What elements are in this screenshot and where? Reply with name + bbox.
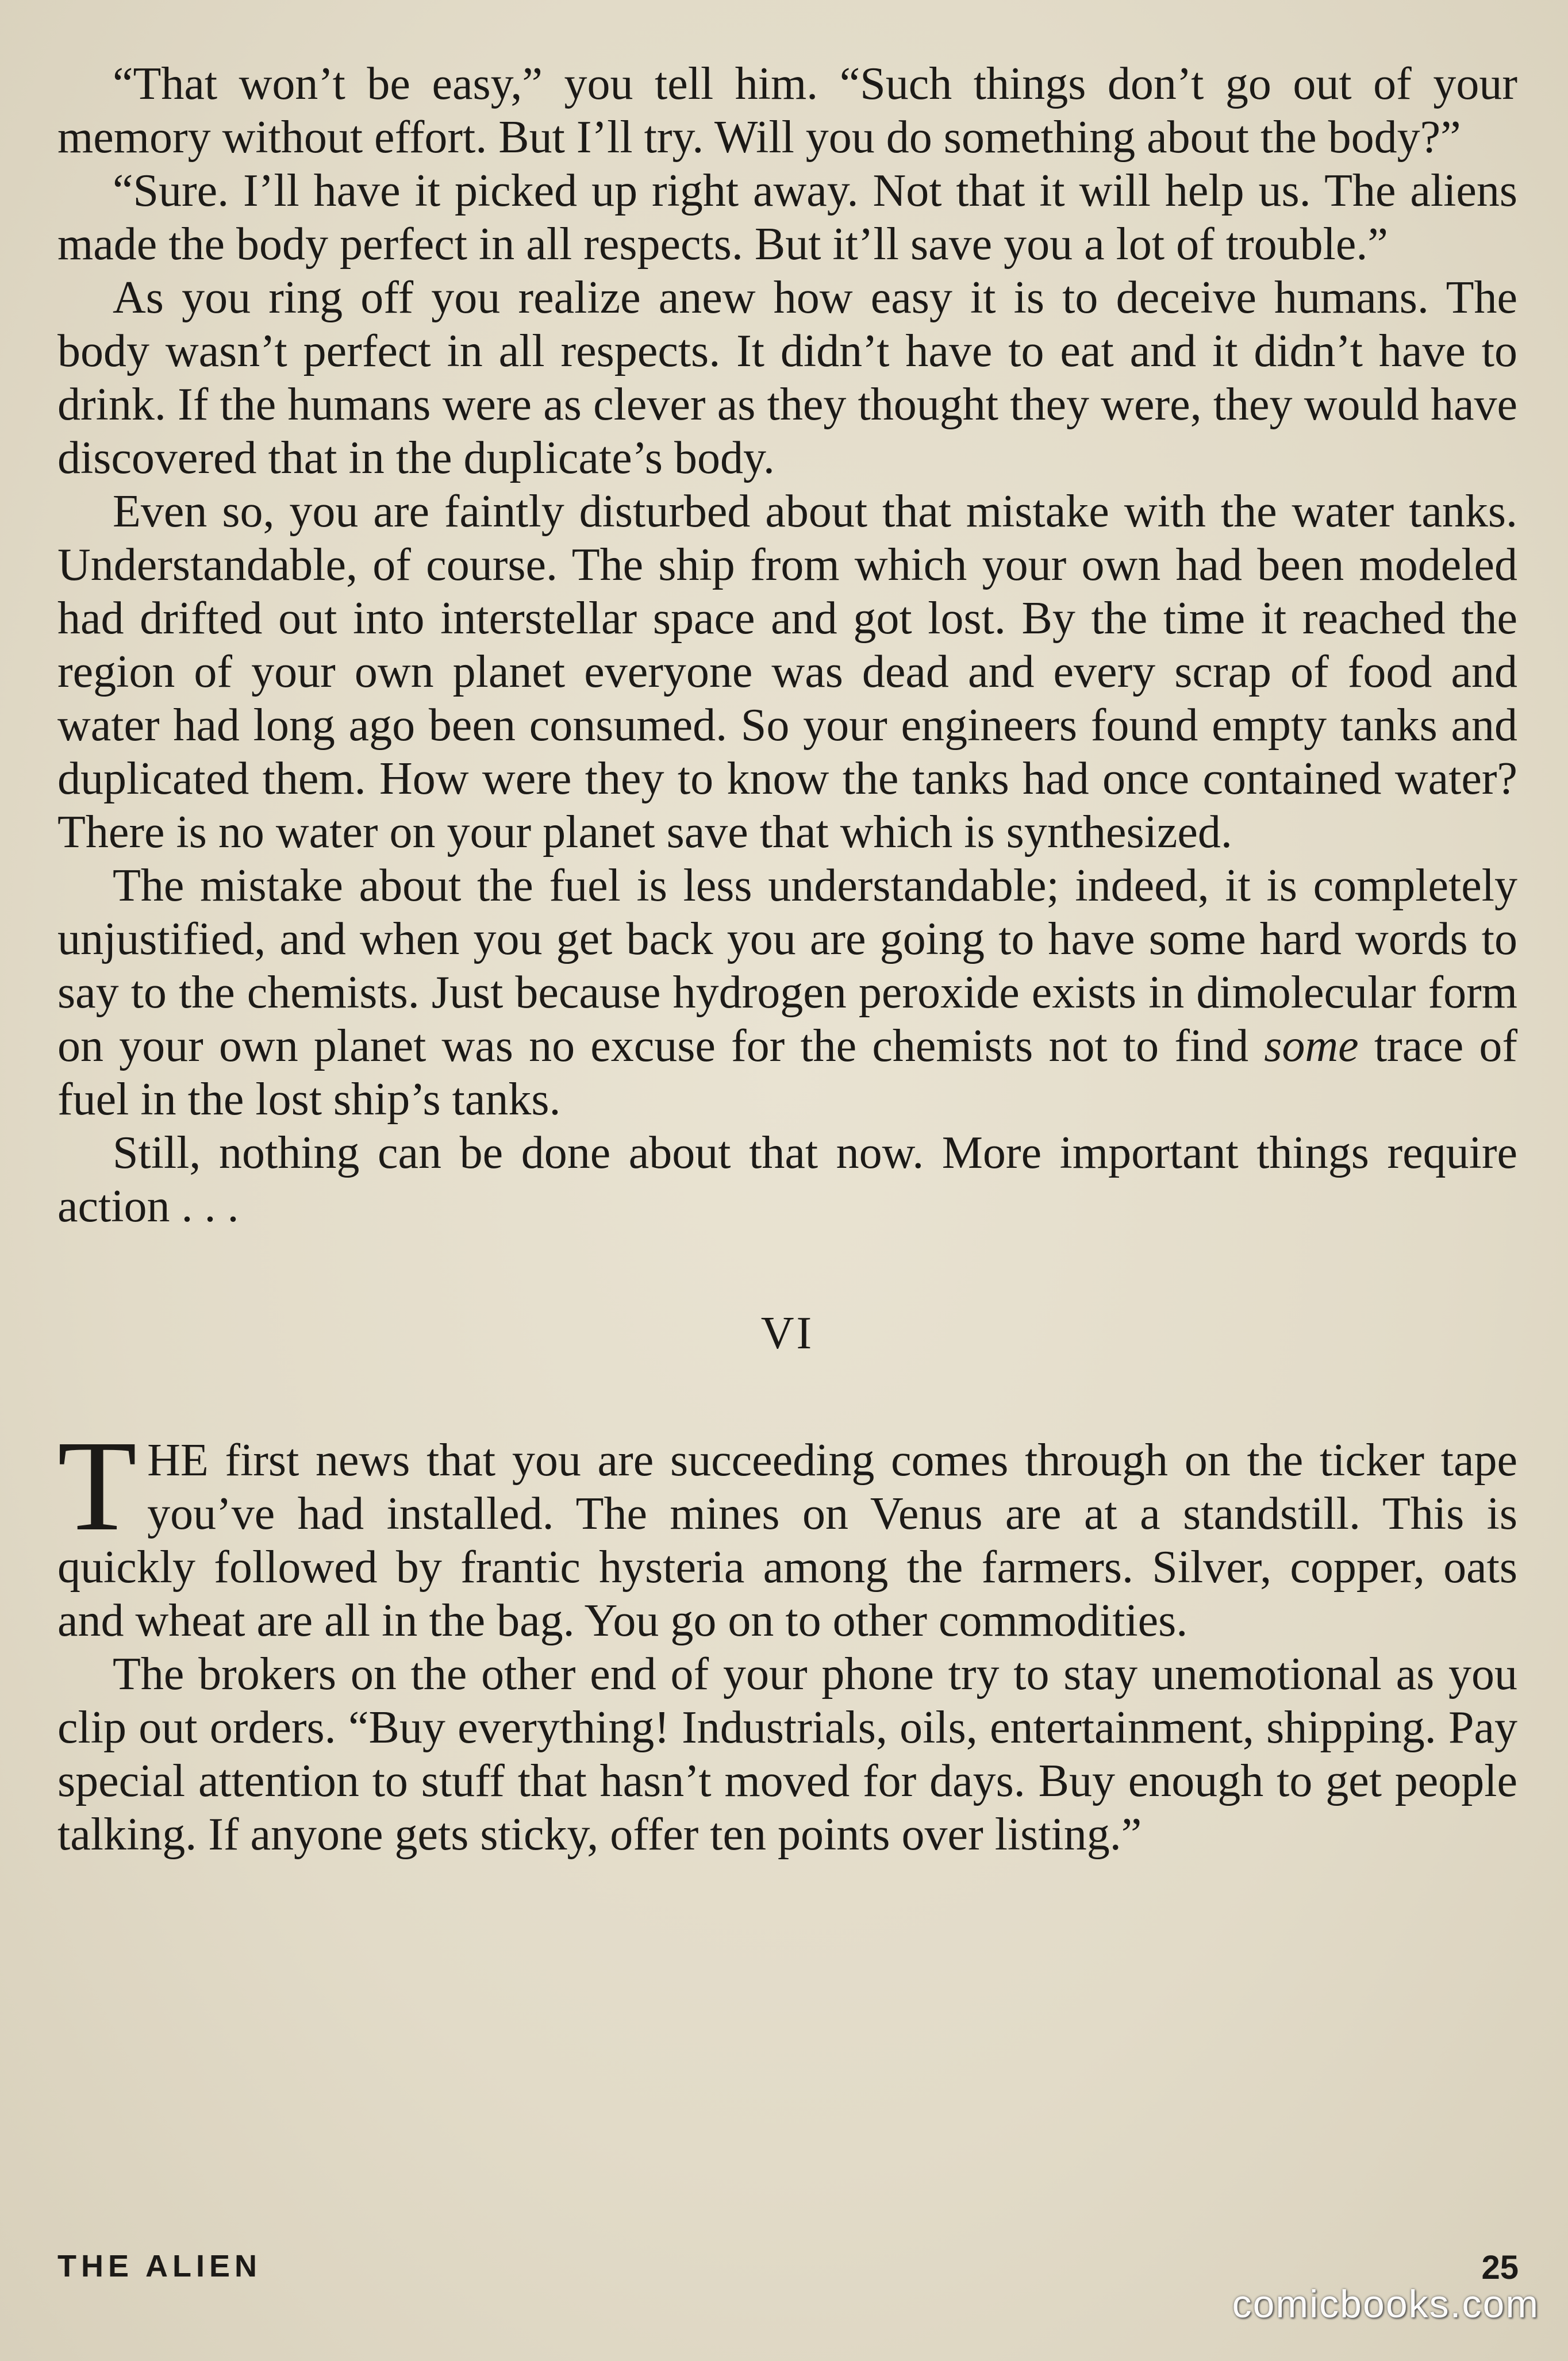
watermark: comicbooks.com [1232, 2282, 1539, 2326]
paragraph-deceive-humans: As you ring off you realize anew how easy it is to deceive humans. The body wasn’t perfect in all respects. It didn’t have to eat and it didn’t have to drink. If the humans were as clever as they thought they were, they would have discovered that in the duplicate’s body. [57, 272, 1517, 483]
drop-cap: T [57, 1414, 137, 1558]
page-number: 25 [1481, 2249, 1519, 2286]
paragraph-first-news [57, 1414, 1517, 1648]
fuel-text-after: trace of fuel in the lost ship’s tanks. [57, 1021, 1518, 1125]
paragraph-still: Still, nothing can be done about that now. More important things require action . . . [57, 1128, 1517, 1232]
running-title: THE ALIEN [57, 2249, 262, 2283]
paragraph-water-tanks: Even so, you are faintly disturbed about that mistake with the water tanks. Understandable, of course. The ship from which your own had been modeled had drifted out into interstellar space and got lost. By the time it reached the region of your own planet everyone was dead and every scrap of food and water had long ago been consumed. So your engineers found empty tanks and duplicated them. How were they to know the tanks had once contained water? There is no water on your planet save that which is synthesized. [57, 486, 1517, 858]
paragraph-dialogue-2: “Sure. I’ll have it picked up right away. Not that it will help us. The aliens made the body perfect in all respects. But it’ll save you a lot of trouble.” [57, 166, 1517, 270]
paragraph-fuel [57, 859, 1517, 1126]
paragraph-brokers: The brokers on the other end of your phone try to stay unemotional as you clip out orders. “Buy everything! Industrials, oils, entertainment, shipping. Pay special attention to stuff that hasn’t moved for days. Buy enough to get people talking. If anyone gets sticky, offer ten points over listing.” [57, 1649, 1517, 1860]
paragraph-dialogue-1: “That won’t be easy,” you tell him. “Such things don’t go out of your memory without effort. But I’ll try. Will you do something about the body?” [57, 59, 1517, 163]
first-news-text: HE first news that you are succeeding comes through on the ticker tape you’ve had installed. The mines on Venus are at a standstill. This is quickly followed by frantic hysteria among the farmers. Silver, copper, oats and wheat are all in the bag. You go on to other commodities. [57, 1435, 1517, 1646]
fuel-text-before: The mistake about the fuel is less understandable; indeed, it is completely unjustified, and when you get back you are going to have some hard words to say to the chemists. Just because hydrogen peroxide exists in dimolecular form on your own planet was no excuse for the chemists not to find [57, 860, 1517, 1071]
chapter-heading: VI [760, 1308, 814, 1359]
body-text [57, 57, 1517, 1862]
fuel-text-italic: some [1264, 1021, 1359, 1071]
